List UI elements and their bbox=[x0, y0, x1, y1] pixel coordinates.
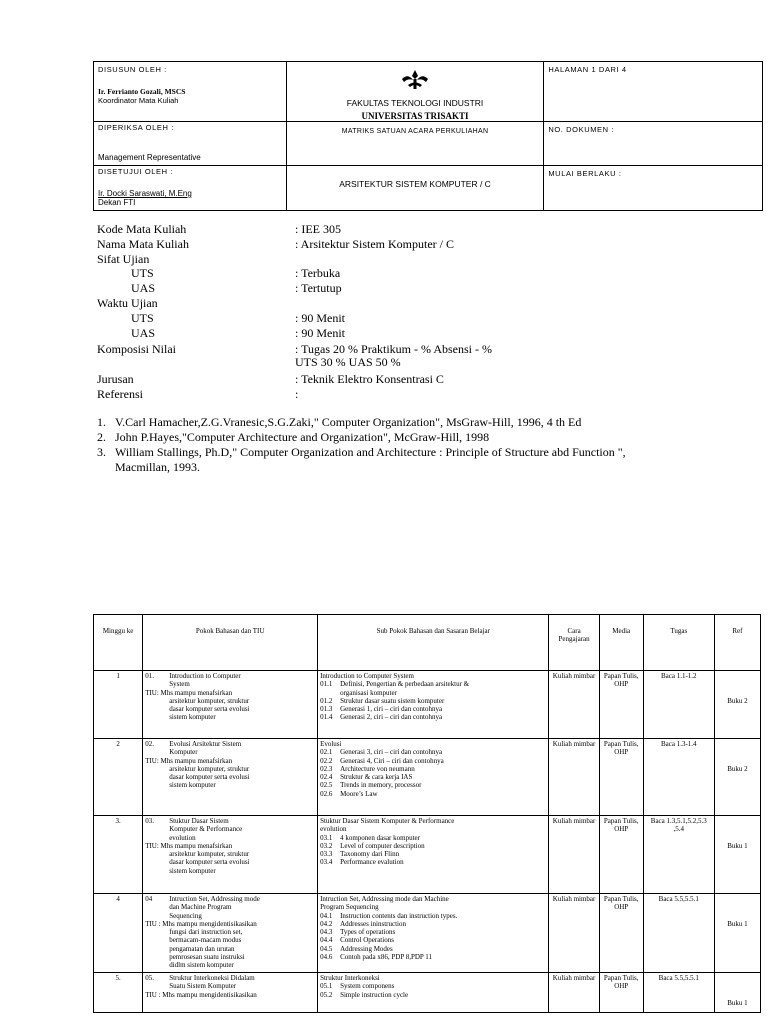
sub-item-number: 04.6 bbox=[320, 953, 333, 962]
disetujui-label: DISETUJUI OLEH : bbox=[98, 167, 174, 176]
sub-item-number: 01.3 bbox=[320, 705, 333, 714]
course-title: ARSITEKTUR SISTEM KOMPUTER / C bbox=[339, 179, 491, 189]
sub-item bbox=[320, 773, 546, 781]
pokok-title: Sequencing bbox=[169, 911, 202, 920]
pokok-title: Suatu Sistem Komputer bbox=[169, 982, 237, 991]
header-media: Media bbox=[599, 615, 643, 671]
sub-item bbox=[320, 790, 546, 798]
sub-item-text: Definisi, Pengertian & perbedaan arsitektur & bbox=[340, 680, 470, 689]
info-label: Komposisi Nilai bbox=[97, 342, 177, 356]
university-logo-icon bbox=[400, 69, 430, 91]
sub-item-text: Generasi 2, ciri – ciri dan contohnya bbox=[340, 713, 443, 722]
cell-media: Papan Tulis, OHP bbox=[599, 894, 643, 973]
sub-item bbox=[320, 680, 546, 688]
institution-cell bbox=[286, 62, 544, 122]
diperiksa-name: Management Representative bbox=[98, 153, 201, 162]
sub-title: Program Sequencing bbox=[320, 903, 379, 912]
cell-ref: Buku 2 bbox=[714, 671, 760, 739]
info-label: Kode Mata Kuliah bbox=[97, 222, 187, 236]
header-sub: Sub Pokok Bahasan dan Sasaran Belajar bbox=[318, 615, 549, 671]
tiu-line: sistem komputer bbox=[169, 866, 216, 875]
sub-item bbox=[320, 713, 546, 721]
sub-item-number: 03.1 bbox=[320, 833, 333, 842]
tiu-line: TIU: Mhs mampu menafsirkan bbox=[145, 841, 233, 850]
no-dokumen-cell bbox=[544, 122, 763, 166]
pokok-line bbox=[145, 825, 315, 833]
reference-list bbox=[97, 415, 677, 475]
tiu-line: dasar komputer serta evolusi bbox=[169, 705, 250, 714]
sub-item-text: Contoh pada x86, PDP 8,PDP 11 bbox=[340, 953, 433, 962]
cell-sub bbox=[318, 973, 549, 1013]
pokok-line bbox=[145, 748, 315, 756]
info-label: UTS bbox=[131, 311, 154, 325]
page-indicator: HALAMAN 1 DARI 4 bbox=[548, 65, 627, 74]
sub-item-text: Performance evalution bbox=[340, 858, 404, 867]
cell-pokok bbox=[143, 816, 318, 894]
pokok-title: Introduction to Computer bbox=[169, 672, 241, 680]
pokok-title: Struktur Interkoneksi Didalam bbox=[169, 974, 255, 982]
sub-item bbox=[320, 781, 546, 789]
disusun-role: Koordinator Mata Kuliah bbox=[98, 96, 179, 105]
sub-item bbox=[320, 842, 546, 850]
halaman-cell bbox=[544, 62, 763, 122]
pokok-line bbox=[145, 680, 315, 688]
disusun-name: Ir. Ferrianto Gozali, MSCS bbox=[98, 87, 186, 96]
document-header bbox=[93, 61, 763, 211]
pokok-line bbox=[145, 895, 315, 903]
reference-item bbox=[97, 430, 677, 445]
sub-item-text: Taxonomy dari Flinn bbox=[340, 850, 400, 859]
cell-tugas: Baca 1.3-1.4 bbox=[643, 739, 714, 816]
info-value: : Teknik Elektro Konsentrasi C bbox=[295, 372, 444, 386]
table-row bbox=[94, 894, 761, 973]
pokok-title: Stuktur Dasar Sistem bbox=[169, 817, 229, 825]
info-value: : IEE 305 bbox=[295, 222, 341, 236]
sub-item-text: Instruction contents dan instruction types. bbox=[340, 911, 458, 920]
diperiksa-cell bbox=[94, 122, 287, 166]
pokok-number: 04 bbox=[145, 895, 153, 903]
cell-pokok bbox=[143, 894, 318, 973]
sub-item-text: Struktur & cara kerja IAS bbox=[340, 773, 413, 782]
sub-item-text: Generasi 1, ciri – ciri dan contohnya bbox=[340, 705, 443, 714]
sub-item bbox=[320, 936, 546, 944]
sub-item-number: 02.3 bbox=[320, 764, 333, 773]
reference-text: William Stallings, Ph.D," Computer Organization and Architecture : Principle of Structure abd Function ", Macmillan, 1993. bbox=[115, 445, 626, 474]
cell-tugas: Baca 5.5,5.5.1 bbox=[643, 973, 714, 1013]
mulai-berlaku-cell bbox=[544, 166, 763, 211]
disetujui-role: Dekan FTI bbox=[98, 198, 136, 207]
sub-item-number: 03.2 bbox=[320, 841, 333, 850]
pokok-number: 05. bbox=[145, 974, 154, 982]
cell-minggu: 4 bbox=[94, 894, 143, 973]
pokok-title: dan Machine Program bbox=[169, 903, 232, 912]
info-label: Sifat Ujian bbox=[97, 252, 150, 266]
pokok-title: evolution bbox=[169, 833, 196, 842]
sub-item-number: 04.2 bbox=[320, 919, 333, 928]
info-value: : bbox=[295, 387, 299, 401]
pokok-number: 02. bbox=[145, 740, 154, 748]
sub-item-text: System componens bbox=[340, 982, 395, 991]
tiu-line: dasar komputer serta evolusi bbox=[169, 858, 250, 867]
pokok-line bbox=[145, 903, 315, 911]
sub-title: Evolusi bbox=[320, 740, 342, 748]
sub-item-text: Trends in memory, processor bbox=[340, 781, 422, 790]
sub-item bbox=[320, 945, 546, 953]
sub-item-number: 02.4 bbox=[320, 773, 333, 782]
cell-sub bbox=[318, 894, 549, 973]
cell-ref: Buku 2 bbox=[714, 739, 760, 816]
disetujui-name: Ir. Docki Saraswati, M.Eng bbox=[98, 189, 192, 198]
pokok-title: Komputer & Performance bbox=[169, 825, 243, 834]
cell-tugas: Baca 5.5,5.5.1 bbox=[643, 894, 714, 973]
info-value: : 90 Menit bbox=[295, 311, 345, 325]
faculty-name: FAKULTAS TEKNOLOGI INDUSTRI bbox=[346, 98, 484, 108]
info-label: UAS bbox=[131, 281, 156, 295]
sub-item bbox=[320, 697, 546, 705]
diperiksa-label: DIPERIKSA OLEH : bbox=[98, 123, 174, 132]
reference-number: 1. bbox=[97, 415, 106, 429]
cell-minggu: 5. bbox=[94, 973, 143, 1013]
sub-item-number: 04.3 bbox=[320, 928, 333, 937]
sub-item-number: 05.1 bbox=[320, 982, 333, 991]
info-value: : Arsitektur Sistem Komputer / C bbox=[295, 237, 454, 251]
info-label: Nama Mata Kuliah bbox=[97, 237, 189, 251]
effective-date-label: MULAI BERLAKU : bbox=[548, 169, 622, 178]
cell-pokok bbox=[143, 671, 318, 739]
tiu-line: pemrosesan suatu instruksi bbox=[169, 953, 245, 962]
pokok-line bbox=[145, 974, 315, 982]
header-cara: Cara Pengajaran bbox=[549, 615, 599, 671]
pokok-line bbox=[145, 912, 315, 920]
reference-item bbox=[97, 415, 677, 430]
pokok-title: System bbox=[169, 680, 190, 689]
sub-item-text: Architecture von neumann bbox=[340, 764, 415, 773]
reference-text: V.Carl Hamacher,Z.G.Vranesic,S.G.Zaki," Computer Organization", MsGraw-Hill, 1996, 4 th Ed bbox=[115, 415, 582, 429]
matriks-title: MATRIKS SATUAN ACARA PERKULIAHAN bbox=[341, 128, 489, 135]
cell-minggu: 2 bbox=[94, 739, 143, 816]
tiu-line: pengamatan dan urutan bbox=[169, 944, 235, 953]
tiu-line: TIU: Mhs mampu menafsirkan bbox=[145, 756, 233, 765]
sub-item bbox=[320, 912, 546, 920]
sub-item-number: 03.3 bbox=[320, 850, 333, 859]
sub-item-text: Struktur dasar suatu sistem komputer bbox=[340, 696, 445, 705]
tiu-line: sistem komputer bbox=[169, 713, 216, 722]
sub-item-number: 01.1 bbox=[320, 680, 333, 689]
sub-item-text: Types of operations bbox=[340, 928, 396, 937]
sub-item bbox=[320, 748, 546, 756]
pokok-line bbox=[145, 672, 315, 680]
cell-media: Papan Tulis, OHP bbox=[599, 816, 643, 894]
sub-title: Introduction to Computer System bbox=[320, 672, 414, 680]
sub-item bbox=[320, 858, 546, 866]
table-row bbox=[94, 973, 761, 1013]
table-header-row bbox=[94, 615, 761, 671]
sub-title: Intruction Set, Addressing mode dan Machine bbox=[320, 895, 449, 903]
info-label: UTS bbox=[131, 266, 154, 280]
cell-cara: Kuliah mimbar bbox=[549, 671, 599, 739]
table-row bbox=[94, 816, 761, 894]
sub-item bbox=[320, 834, 546, 842]
cell-ref: Buku 1 bbox=[714, 894, 760, 973]
sub-item-text: Addressing Modes bbox=[340, 944, 393, 953]
sub-item bbox=[320, 928, 546, 936]
cell-cara: Kuliah mimbar bbox=[549, 894, 599, 973]
sub-item-number: 02.6 bbox=[320, 789, 333, 798]
tiu-line: TIU : Mhs mampu mengidentisikasikan bbox=[145, 919, 257, 928]
sub-item-text: Level of computer description bbox=[340, 841, 425, 850]
sub-item-number: 01.2 bbox=[320, 696, 333, 705]
sub-item-number: 03.4 bbox=[320, 858, 333, 867]
reference-number: 3. bbox=[97, 445, 106, 459]
sub-item bbox=[320, 850, 546, 858]
sub-item-text: Generasi 3, ciri – ciri dan contohnya bbox=[340, 748, 443, 757]
cell-pokok bbox=[143, 973, 318, 1013]
pokok-number: 03. bbox=[145, 817, 154, 825]
info-value: : 90 Menit bbox=[295, 326, 345, 340]
sub-title: evolution bbox=[320, 825, 347, 834]
table-row bbox=[94, 671, 761, 739]
sub-item-number: 02.2 bbox=[320, 756, 333, 765]
course-cell bbox=[286, 166, 544, 211]
disusun-label: DISUSUN OLEH : bbox=[98, 65, 167, 74]
sub-item-text: Control Operations bbox=[340, 936, 394, 945]
cell-pokok bbox=[143, 739, 318, 816]
tiu-line: TIU: Mhs mampu menafsirkan bbox=[145, 688, 233, 697]
sub-item-number: 02.5 bbox=[320, 781, 333, 790]
tiu-line: TIU : Mhs mampu mengidentisikasikan bbox=[145, 990, 257, 999]
sub-item bbox=[320, 920, 546, 928]
document-number-label: NO. DOKUMEN : bbox=[548, 125, 615, 134]
tiu-line: dasar komputer serta evolusi bbox=[169, 773, 250, 782]
university-name: UNIVERSITAS TRISAKTI bbox=[361, 111, 469, 121]
info-label: Referensi bbox=[97, 387, 143, 401]
cell-media: Papan Tulis, OHP bbox=[599, 671, 643, 739]
matriks-cell bbox=[286, 122, 544, 166]
pokok-line bbox=[145, 982, 315, 990]
header-tugas: Tugas bbox=[643, 615, 714, 671]
cell-tugas: Baca 1.1-1.2 bbox=[643, 671, 714, 739]
sub-item-text: Addresses ininstruction bbox=[340, 919, 406, 928]
info-value: UTS 30 % UAS 50 % bbox=[295, 355, 401, 369]
pokok-line bbox=[145, 834, 315, 842]
sub-title: Stuktur Dasar Sistem Komputer & Performance bbox=[320, 817, 455, 825]
sub-item bbox=[320, 765, 546, 773]
sub-item-text: organisasi komputer bbox=[340, 688, 397, 697]
info-value: : Terbuka bbox=[295, 266, 341, 280]
pokok-line bbox=[145, 740, 315, 748]
cell-minggu: 1 bbox=[94, 671, 143, 739]
info-label: UAS bbox=[131, 326, 156, 340]
tiu-line: fungsi dari instruction set, bbox=[169, 928, 243, 937]
sub-item-number: 02.1 bbox=[320, 748, 333, 757]
sub-item bbox=[320, 982, 546, 990]
sub-item-text: Simple instruction cycle bbox=[340, 990, 409, 999]
cell-cara: Kuliah mimbar bbox=[549, 973, 599, 1013]
sub-item-text: Generasi 4, Ciri – ciri dan contohnya bbox=[340, 756, 444, 765]
disusun-cell bbox=[94, 62, 287, 122]
header-pokok: Pokok Bahasan dan TIU bbox=[143, 615, 318, 671]
cell-ref: Buku 1 bbox=[714, 816, 760, 894]
pokok-line bbox=[145, 817, 315, 825]
tiu-line: arsitektur komputer, struktur bbox=[169, 764, 250, 773]
reference-text: John P.Hayes,"Computer Architecture and Organization", McGraw-Hill, 1998 bbox=[115, 430, 490, 444]
cell-cara: Kuliah mimbar bbox=[549, 816, 599, 894]
pokok-title: Evolusi Arsitektur Sistem bbox=[169, 740, 242, 748]
cell-sub bbox=[318, 816, 549, 894]
sub-item-number: 04.1 bbox=[320, 911, 333, 920]
disetujui-cell bbox=[94, 166, 287, 211]
table-row bbox=[94, 739, 761, 816]
info-label: Jurusan bbox=[97, 372, 134, 386]
cell-media: Papan Tulis, OHP bbox=[599, 973, 643, 1013]
sub-item bbox=[320, 689, 546, 697]
tiu-line: sistem komputer bbox=[169, 781, 216, 790]
info-label: Waktu Ujian bbox=[97, 296, 158, 310]
sub-item-text: 4 komponen dasar komputer bbox=[340, 833, 420, 842]
cell-ref: Buku 1 bbox=[714, 973, 760, 1013]
cell-sub bbox=[318, 671, 549, 739]
reference-number: 2. bbox=[97, 430, 106, 444]
cell-tugas: Baca 1.3,5.1,5.2,5.3 ,5.4 bbox=[643, 816, 714, 894]
reference-item bbox=[97, 445, 677, 475]
cell-minggu: 3. bbox=[94, 816, 143, 894]
syllabus-table bbox=[93, 614, 761, 1013]
sub-item bbox=[320, 991, 546, 999]
tiu-line: bermacam-macam modus bbox=[169, 936, 242, 945]
tiu-line: arsitektur komputer, struktur bbox=[169, 696, 250, 705]
pokok-title: Intruction Set, Addressing mode bbox=[169, 895, 260, 903]
pokok-number: 01. bbox=[145, 672, 154, 680]
tiu-line: arsitektur komputer, struktur bbox=[169, 850, 250, 859]
sub-item-number: 01.4 bbox=[320, 713, 333, 722]
sub-item-number: 04.4 bbox=[320, 936, 333, 945]
sub-item bbox=[320, 705, 546, 713]
cell-media: Papan Tulis, OHP bbox=[599, 739, 643, 816]
header-minggu: Minggu ke bbox=[94, 615, 143, 671]
tiu-line: didlm sistem komputer bbox=[169, 961, 234, 970]
sub-item-number: 04.5 bbox=[320, 944, 333, 953]
info-value: : Tertutup bbox=[295, 281, 342, 295]
pokok-title: Komputer bbox=[169, 748, 198, 757]
cell-sub bbox=[318, 739, 549, 816]
sub-item-number: 05.2 bbox=[320, 990, 333, 999]
sub-title: Struktur Interkoneksi bbox=[320, 974, 380, 982]
header-ref: Ref bbox=[714, 615, 760, 671]
sub-item bbox=[320, 757, 546, 765]
info-value: : Tugas 20 % Praktikum - % Absensi - % bbox=[295, 342, 493, 356]
cell-cara: Kuliah mimbar bbox=[549, 739, 599, 816]
sub-item bbox=[320, 953, 546, 961]
sub-item-text: Moore’s Law bbox=[340, 789, 378, 798]
